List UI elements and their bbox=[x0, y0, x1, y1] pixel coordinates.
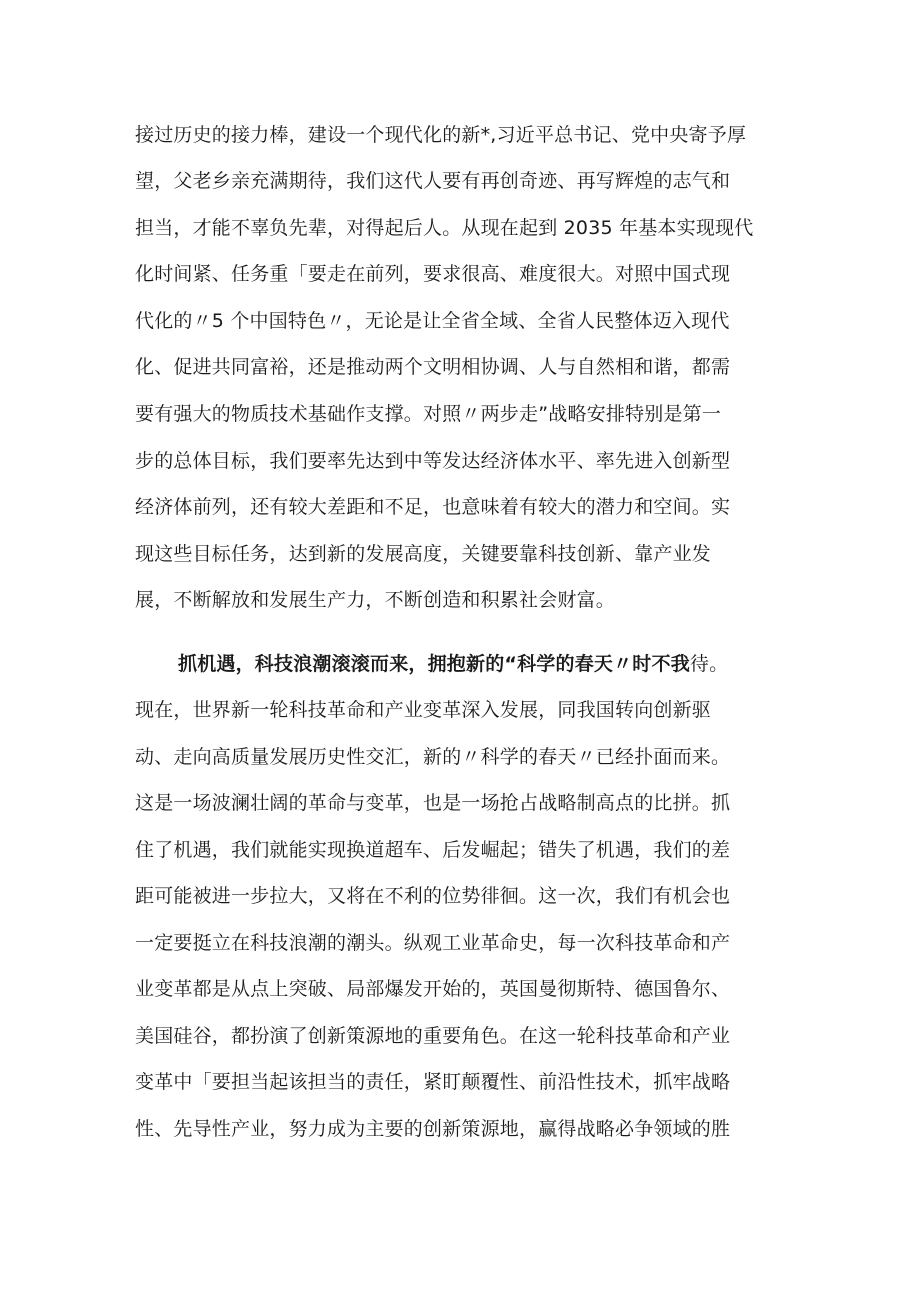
text-line: 现在，世界新一轮科技革命和产业变革深入发展，同我国转向创新驱 bbox=[135, 699, 712, 721]
text-line: 性、先导性产业，努力成为主要的创新策源地，赢得战略必争领域的胜 bbox=[135, 1118, 731, 1140]
text-line: 动、走向高质量发展历史性交汇，新的〃科学的春天〃已经扑面而来。 bbox=[135, 746, 731, 768]
text-line: 望，父老乡亲充满期待，我们这代人要有再创奇迹、再写辉煌的志气和 bbox=[135, 170, 731, 192]
text-line: 一定要挺立在科技浪潮的潮头。纵观工业革命史，每一次科技革命和产 bbox=[135, 932, 731, 954]
text-line: 步的总体目标，我们要率先达到中等发达经济体水平、率先进入创新型 bbox=[135, 450, 731, 472]
text-line: 现这些目标任务，达到新的发展高度，关键要靠科技创新、靠产业发 bbox=[135, 543, 712, 565]
text-line: 化时间紧、任务重「要走在前列，要求很高、难度很大。对照中国式现 bbox=[135, 263, 731, 285]
heading-tail-text: 待。 bbox=[689, 653, 729, 675]
paragraph-lead-line bbox=[178, 644, 788, 684]
text-line: 变革中「要担当起该担当的责任，紧盯颠覆性、前沿性技术，抓牢战略 bbox=[135, 1071, 731, 1093]
text-line: 要有强大的物质技术基础作支撑。对照〃两步走”战略安排特别是第一 bbox=[135, 403, 722, 425]
text-line: 业变革都是从点上突破、局部爆发开始的，英国曼彻斯特、德国鲁尔、 bbox=[135, 978, 731, 1000]
text-line: 这是一场波澜壮阔的革命与变革，也是一场抢占战略制高点的比拼。抓 bbox=[135, 792, 731, 814]
text-line: 展，不断解放和发展生产力，不断创造和积累社会财富。 bbox=[135, 589, 616, 611]
text-line: 美国硅谷，都扮演了创新策源地的重要角色。在这一轮科技革命和产业 bbox=[135, 1025, 731, 1047]
text-line: 化、促进共同富裕，还是推动两个文明相协调、人与自然相和谐，都需 bbox=[135, 356, 731, 378]
bold-heading-text: 抓机遇，科技浪潮滚滚而来，拥抱新的“科学的春天〃时不我 bbox=[178, 653, 690, 675]
text-line: 担当，才能不辜负先辈，对得起后人。从现在起到 2035 年基本实现现代 bbox=[135, 217, 754, 239]
text-line: 经济体前列，还有较大差距和不足，也意味着有较大的潜力和空间。实 bbox=[135, 496, 731, 518]
text-line: 接过历史的接力棒，建设一个现代化的新*,习近平总书记、党中央寄予厚 bbox=[135, 124, 747, 146]
text-line: 住了机遇，我们就能实现换道超车、后发崛起；错失了机遇，我们的差 bbox=[135, 839, 731, 861]
text-line: 代化的〃5 个中国特色〃，无论是让全省全域、全省人民整体迈入现代 bbox=[135, 310, 730, 332]
text-line: 距可能被进一步拉大，又将在不利的位势徘徊。这一次，我们有机会也 bbox=[135, 885, 731, 907]
